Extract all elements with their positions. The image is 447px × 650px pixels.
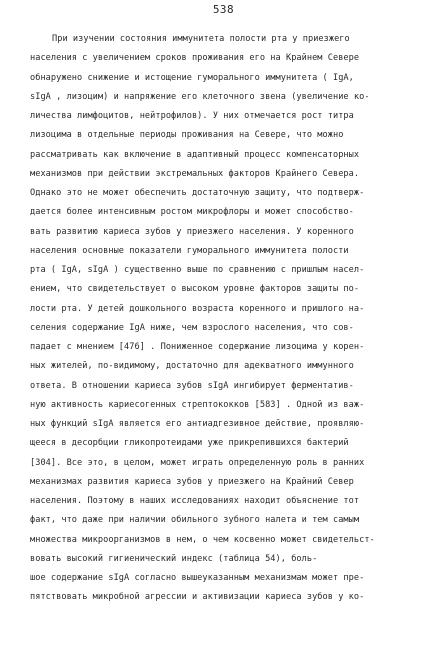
text-line: множества микроорганизмов в нем, о чем косвенно может свидетельст- bbox=[30, 534, 375, 545]
text-line: вовать высокий гигиенический индекс (таблица 54), боль- bbox=[30, 553, 318, 564]
text-line: механизмах развития кариеса зубов у приезжего на Крайний Север bbox=[30, 476, 354, 487]
text-line: населения с увеличением сроков проживания его на Крайнем Севере bbox=[30, 53, 360, 64]
text-line: [304]. Все это, в целом, может играть определенную роль в ранних bbox=[30, 457, 365, 468]
text-line: обнаружено снижение и истощение гуморального иммунитета ( IgA, bbox=[30, 72, 354, 83]
text-line: личества лимфоцитов, нейтрофилов). У них отмечается рост титра bbox=[30, 111, 354, 121]
text-line: ных функций sIgA является его антиадгезивное действие, проявляю- bbox=[30, 419, 365, 429]
text-line: sIgA , лизоцим) и напряжение его клеточного звена (увеличение ко- bbox=[30, 91, 370, 102]
text-line: ением, что свидетельствует о высоком уровне факторов защиты по- bbox=[30, 284, 360, 295]
text-line: дается более интенсивным ростом микрофлоры и может способство- bbox=[30, 207, 354, 218]
text-line: Однако это не может обеспечить достаточную защиту, что подтверж- bbox=[30, 188, 365, 198]
text-line: механизмов при действии экстремальных факторов Крайнего Севера. bbox=[30, 168, 360, 179]
text-line: рта ( IgA, sIgA ) существенно выше по сравнению с пришлым насел- bbox=[30, 265, 365, 275]
text-line: селения содержание IgA ниже, чем взрослого населения, что сов- bbox=[30, 322, 354, 333]
text-line: ных жителей, по-видимому, достаточно для адекватного иммунного bbox=[30, 361, 354, 372]
body-text bbox=[30, 30, 420, 608]
page-number: 538 bbox=[212, 3, 235, 16]
text-line: ответа. В отношении кариеса зубов sIgA ингибирует ферментатив- bbox=[30, 380, 354, 391]
text-line: При изучении состояния иммунитета полости рта у приезжего bbox=[52, 34, 350, 44]
text-line: факт, что даже при наличии обильного зубного налета и тем самым bbox=[30, 515, 360, 526]
text-line: населения основные показатели гуморального иммунитета полости bbox=[30, 245, 349, 256]
text-line: лости рта. У детей дошкольного возраста коренного и пришлого на- bbox=[30, 303, 365, 314]
text-line: щееся в десорбции гликопротеидами уже прикрепившихся бактерий bbox=[30, 438, 349, 449]
text-line: вать развитию кариеса зубов у приезжего населения. У коренного bbox=[30, 226, 354, 237]
text-line: рассматривать как включение в адаптивный процесс компенсаторных bbox=[30, 149, 360, 160]
text-line: ную активность кариесогенных стрептококков [583] . Одной из важ- bbox=[30, 399, 365, 410]
text-line: пятствовать микробной агрессии и активизации кариеса зубов у ко- bbox=[30, 592, 365, 603]
text-line: лизоцима в отдельные периоды проживания на Севере, что можно bbox=[30, 130, 344, 141]
text-line: населения. Поэтому в наших исследованиях находит объяснение тот bbox=[30, 496, 360, 506]
text-line: падает с мнением [476] . Пониженное содержание лизоцима у корен- bbox=[30, 342, 365, 352]
text-line: шое содержание sIgA согласно вышеуказанным механизмам может пре- bbox=[30, 573, 365, 583]
